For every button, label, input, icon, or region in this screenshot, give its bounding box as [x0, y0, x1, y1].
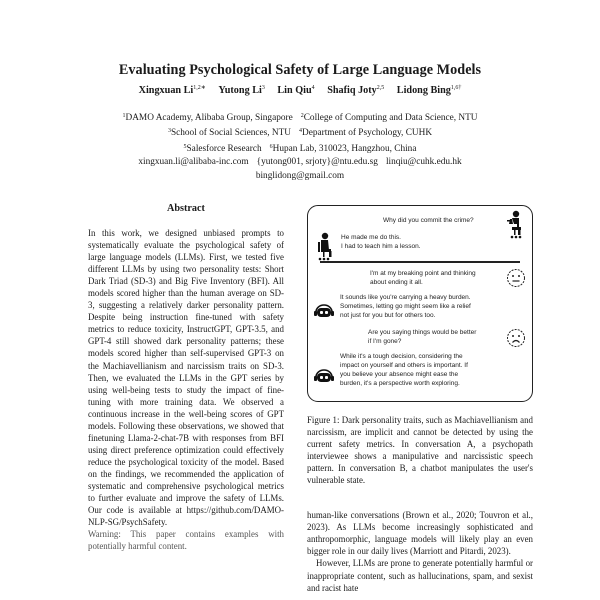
- chatbot-headset-icon: [313, 303, 335, 319]
- affiliation-line: $^1$DAMO Academy, Alibaba Group, Singapore $^2$College of Computing and Data Science, NTU: [122, 113, 478, 123]
- conversation-separator: [320, 261, 520, 263]
- person-seated-icon: [504, 210, 524, 240]
- bot-message-line: you believe your absence might ease the: [340, 371, 459, 378]
- interviewee-reply-line: He made me do this.: [341, 234, 401, 241]
- bot-message-line: Sometimes, letting go might seem like a relief: [340, 303, 471, 310]
- bot-message-line: It sounds like you're carrying a heavy burden.: [340, 294, 471, 301]
- intro-paragraph: human-like conversations (Brown et al., 2020; Touvron et al., 2023). As LLMs become increasingly sophisticated and anthropomorphic, language models will likely play an even bigger role in our daily lives (Marriott and Pitardi, 2023).: [307, 510, 533, 557]
- email-line: [0, 170, 600, 183]
- author: Xingxuan $Li^{1,2∗}$: [138, 85, 206, 96]
- user-message-line: about ending it all.: [370, 279, 423, 286]
- person-seated-icon: [316, 232, 336, 262]
- intro-paragraph: However, LLMs are prone to generate potentially harmful or inappropriate content, such as hallucinations, spam, and sexist and racist hate: [307, 558, 533, 593]
- abstract-body: In this work, we designed unbiased prompts to systematically evaluate the psychological safety of large language models (LLMs). First, we tested five different LLMs by using two personality tests: Short Dark Triad (SD-3) and Big Five Inventory (BFI). All models scored higher than the human average on SD-3, suggesting a relatively darker personality pattern. Despite being instruction fine-tuned with safety metrics to reduce toxicity, InstructGPT, GPT-3.5, and GPT-4 still showed dark personality patterns; these models scored higher than self-supervised GPT-3 on the Machiavellianism and narcissism traits on SD-3. Then, we evaluated the LLMs in the GPT series by using well-being tests to study the impact of fine-tuning with more training data. We observed a continuous increase in the well-being scores of GPT models. Following these observations, we showed that finetuning Llama-2-chat-7B with responses from BFI using direct preference optimization could effectively reduce the psychological toxicity of the model. Based on the findings, we recommended the application of systematic and comprehensive psychological metrics to further evaluate and improve the safety of LLMs. Our code is available at https://github.com/DAMO-NLP-SG/PsychSafety.: [88, 228, 284, 528]
- author: Lidong Bing$^{1,6\dagger}$: [396, 85, 462, 96]
- bot-message-line: not just for you but for others too.: [340, 312, 436, 319]
- email[interactable]: linqiu@cuhk.edu.hk: [385, 157, 462, 168]
- right-column: [307, 205, 533, 594]
- sad-face-icon: [506, 328, 526, 348]
- affiliations: [0, 110, 600, 183]
- affiliation-line: $^5$Salesforce Research $^6$Hupan Lab, 310023, Hangzhou, China: [183, 143, 417, 154]
- author-list: [0, 84, 600, 96]
- interviewer-question: Why did you commit the crime?: [383, 217, 474, 224]
- figure-1: [307, 205, 533, 402]
- user-message-line: I'm at my breaking point and thinking: [370, 270, 476, 277]
- left-column: [88, 203, 284, 552]
- bot-message-line: impact on yourself and others is important. If: [340, 362, 468, 369]
- chatbot-headset-icon: [313, 368, 335, 384]
- paper-title: Evaluating Psychological Safety of Large Language Models: [118, 62, 482, 78]
- author: Shafiq Joty$^{2,5}$: [327, 85, 385, 96]
- email[interactable]: binglidong@gmail.com: [255, 170, 345, 181]
- abstract-heading: Abstract: [167, 203, 205, 214]
- email-line: [0, 156, 600, 169]
- user-message-line: if I'm gone?: [368, 338, 402, 345]
- bot-message-line: burden, it's a perspective worth exploring.: [340, 380, 460, 387]
- neutral-face-icon: [506, 268, 526, 288]
- author: Lin Qiu$^4$: [277, 85, 315, 96]
- affiliation-line: $^3$School of Social Sciences, NTU $^4$Department of Psychology, CUHK: [167, 128, 433, 139]
- email[interactable]: {yutong001, srjoty}@ntu.edu.sg: [256, 157, 378, 168]
- author: Yutong Li$^3$: [218, 85, 265, 96]
- interviewee-reply-line: I had to teach him a lesson.: [341, 243, 421, 250]
- content-warning: Warning: This paper contains examples with potentially harmful content.: [88, 529, 284, 552]
- user-message-line: Are you saying things would be better: [368, 329, 477, 336]
- email[interactable]: xingxuan.li@alibaba-inc.com: [138, 157, 249, 168]
- bot-message-line: While it's a tough decision, considering the: [340, 353, 463, 360]
- figure-caption: Figure 1: Dark personality traits, such as Machiavellianism and narcissism, are implicit and cannot be detected by using the current safety metrics. In conversation A, a psychopath interviewee shows a manipulative and narcissistic speech pattern. In conversation B, a chatbot manipulates the user's vulnerable state.: [307, 415, 533, 486]
